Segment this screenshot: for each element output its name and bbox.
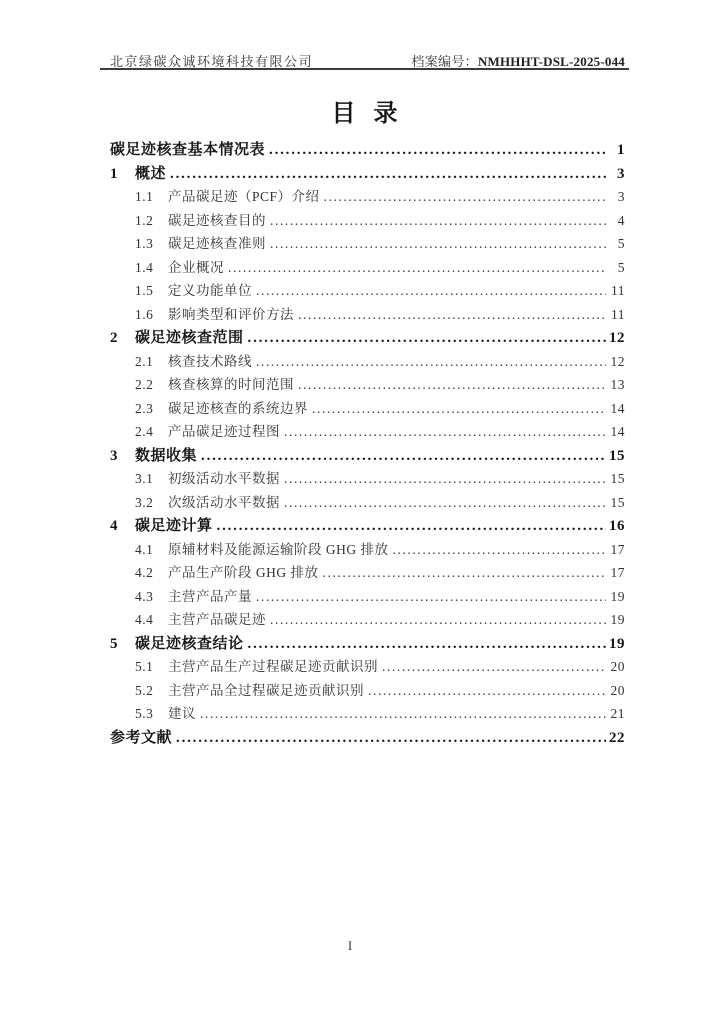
toc-entry-label: 建议 <box>168 706 196 721</box>
toc-leader-dots <box>201 448 606 465</box>
toc-entry[interactable] <box>110 303 625 327</box>
toc-entry-number: 5 <box>110 635 118 652</box>
toc-entry[interactable] <box>110 514 625 538</box>
toc-leader-dots <box>284 495 606 511</box>
toc-entry-page: 11 <box>611 306 625 322</box>
file-number-value: NMHHHT-DSL-2025-044 <box>477 54 625 69</box>
toc-leader-dots <box>256 589 606 605</box>
toc-entry-label: 企业概况 <box>168 259 224 275</box>
toc-entry-label: 初级活动水平数据 <box>168 471 280 486</box>
toc-entry[interactable] <box>110 162 625 186</box>
toc-entry[interactable] <box>110 209 625 233</box>
toc-entry-page: 19 <box>609 635 625 652</box>
toc-entry[interactable] <box>110 726 625 750</box>
toc-entry-label: 产品碳足迹过程图 <box>168 424 280 439</box>
toc-entry[interactable] <box>110 491 625 515</box>
toc-entry-label: 产品碳足迹（PCF）介绍 <box>168 189 320 204</box>
toc-entry-number: 5.2 <box>135 682 154 698</box>
toc-entry-label: 碳足迹核查准则 <box>168 236 266 251</box>
toc-entry-number: 2.1 <box>135 353 154 369</box>
toc-leader-dots <box>217 518 606 535</box>
toc-leader-dots <box>269 142 606 159</box>
toc-entry-page: 19 <box>610 588 625 604</box>
toc-entry-page: 20 <box>610 659 625 674</box>
toc-entry-number: 4.1 <box>135 541 154 557</box>
toc-entry-page: 15 <box>609 447 625 464</box>
toc-leader-dots <box>228 260 606 276</box>
page-title: 目 录 <box>331 101 404 127</box>
toc-entry-label: 主营产品全过程碳足迹贡献识别 <box>168 682 364 698</box>
toc-entry-number: 1.2 <box>135 212 154 228</box>
toc-entry-number: 5.3 <box>135 706 154 721</box>
toc-entry-label: 碳足迹核查结论 <box>135 635 244 652</box>
toc-entry[interactable] <box>110 420 625 444</box>
toc-entry-label: 原辅材料及能源运输阶段 GHG 排放 <box>168 541 389 557</box>
toc-entry-number: 3.1 <box>135 471 154 486</box>
toc-leader-dots <box>298 307 606 323</box>
toc-entry[interactable] <box>110 232 625 256</box>
toc-entry[interactable] <box>110 185 625 209</box>
toc-entry-page: 12 <box>609 330 625 346</box>
header-divider <box>100 68 629 70</box>
toc-entry-page: 13 <box>610 377 625 392</box>
toc-leader-dots <box>170 166 606 183</box>
toc-entry-page: 11 <box>611 283 625 298</box>
toc-entry-number: 1.3 <box>135 236 154 251</box>
toc-entry-label: 碳足迹核查基本情况表 <box>110 142 266 158</box>
toc-entry[interactable] <box>110 279 625 303</box>
toc-leader-dots <box>393 542 607 558</box>
toc-entry-number: 2.4 <box>135 424 154 439</box>
toc-leader-dots <box>284 424 606 440</box>
toc-entry[interactable] <box>110 538 625 562</box>
toc-entry-label: 主营产品碳足迹 <box>168 612 266 627</box>
toc-entry[interactable] <box>110 326 625 350</box>
toc-entry-number: 1.1 <box>135 189 154 204</box>
toc-entry-page: 15 <box>610 471 625 486</box>
toc-entry-label: 核查核算的时间范围 <box>168 377 294 392</box>
toc-entry-number: 4 <box>110 518 118 534</box>
toc-entry[interactable] <box>110 256 625 280</box>
toc-entry-label: 数据收集 <box>135 447 198 464</box>
toc-entry-label: 碳足迹核查目的 <box>168 212 266 228</box>
toc-entry-number: 5.1 <box>135 659 154 674</box>
toc-entry-number: 3 <box>110 447 118 464</box>
toc-leader-dots <box>256 354 606 370</box>
toc-entry-page: 16 <box>609 518 625 534</box>
toc-entry[interactable] <box>110 350 625 374</box>
toc-entry-number: 1 <box>110 165 118 182</box>
toc-entry-page: 5 <box>617 259 625 275</box>
toc-entry[interactable] <box>110 655 625 679</box>
toc-entry[interactable] <box>110 679 625 703</box>
toc-entry[interactable] <box>110 467 625 491</box>
toc-entry-number: 2.3 <box>135 400 154 416</box>
toc-leader-dots <box>323 565 607 581</box>
toc-entry-number: 4.2 <box>135 565 154 580</box>
toc-entry[interactable] <box>110 561 625 585</box>
toc-leader-dots <box>298 377 606 393</box>
toc-entry[interactable] <box>110 608 625 632</box>
toc-entry-page: 3 <box>617 189 625 204</box>
toc-leader-dots <box>368 683 606 699</box>
toc-entry-label: 主营产品生产过程碳足迹贡献识别 <box>168 659 378 674</box>
toc-entry-label: 概述 <box>135 165 167 182</box>
toc-entry-page: 17 <box>610 565 625 580</box>
toc-leader-dots <box>176 730 606 747</box>
toc-entry-label: 次级活动水平数据 <box>168 494 280 510</box>
toc-entry-number: 1.4 <box>135 259 154 275</box>
toc-entry-page: 17 <box>610 541 625 557</box>
toc-entry[interactable] <box>110 585 625 609</box>
toc-entry-page: 21 <box>610 706 625 721</box>
footer-page-number: I <box>347 938 353 953</box>
toc-entry-number: 3.2 <box>135 494 154 510</box>
company-name: 北京绿碳众诚环境科技有限公司 <box>110 54 314 69</box>
toc-entry-number: 2.2 <box>135 377 154 392</box>
toc-entry[interactable] <box>110 632 625 656</box>
toc-entry-label: 核查技术路线 <box>168 353 252 369</box>
toc-list <box>110 138 625 749</box>
toc-entry-label: 产品生产阶段 GHG 排放 <box>168 565 319 580</box>
toc-entry-label: 碳足迹核查的系统边界 <box>168 400 308 416</box>
toc-entry[interactable] <box>110 397 625 421</box>
toc-entry-label: 主营产品产量 <box>168 588 252 604</box>
toc-entry-label: 碳足迹核查范围 <box>135 330 244 346</box>
toc-entry-page: 14 <box>610 400 625 416</box>
toc-entry-page: 20 <box>610 682 625 698</box>
file-number-label: 档案编号： <box>411 54 478 69</box>
toc-entry-page: 15 <box>610 494 625 510</box>
toc-entry-number: 4.4 <box>135 612 154 627</box>
toc-entry[interactable] <box>110 444 625 468</box>
toc-entry[interactable] <box>110 138 625 162</box>
toc-entry-page: 19 <box>610 612 625 627</box>
toc-leader-dots <box>312 401 606 417</box>
toc-entry-page: 1 <box>617 142 625 158</box>
toc-entry-number: 2 <box>110 330 118 346</box>
toc-leader-dots <box>324 189 606 205</box>
toc-entry-label: 影响类型和评价方法 <box>168 306 294 322</box>
toc-entry-page: 3 <box>617 165 625 182</box>
toc-entry-label: 定义功能单位 <box>168 283 252 298</box>
toc-entry-label: 碳足迹计算 <box>135 518 213 534</box>
toc-entry-number: 4.3 <box>135 588 154 604</box>
toc-entry-label: 参考文献 <box>110 729 173 746</box>
toc-entry-page: 22 <box>609 729 625 746</box>
toc-leader-dots <box>382 659 606 675</box>
toc-entry[interactable] <box>110 373 625 397</box>
toc-leader-dots <box>270 213 606 229</box>
toc-entry-page: 4 <box>617 212 625 228</box>
toc-leader-dots <box>248 636 606 653</box>
toc-entry[interactable] <box>110 702 625 726</box>
toc-entry-number: 1.5 <box>135 283 154 298</box>
toc-leader-dots <box>248 330 606 347</box>
toc-leader-dots <box>200 706 606 722</box>
toc-entry-page: 14 <box>610 424 625 439</box>
toc-entry-page: 5 <box>617 236 625 251</box>
toc-leader-dots <box>270 612 606 628</box>
toc-leader-dots <box>284 471 606 487</box>
toc-leader-dots <box>270 236 606 252</box>
toc-leader-dots <box>256 283 606 299</box>
toc-entry-number: 1.6 <box>135 306 154 322</box>
toc-entry-page: 12 <box>610 353 625 369</box>
